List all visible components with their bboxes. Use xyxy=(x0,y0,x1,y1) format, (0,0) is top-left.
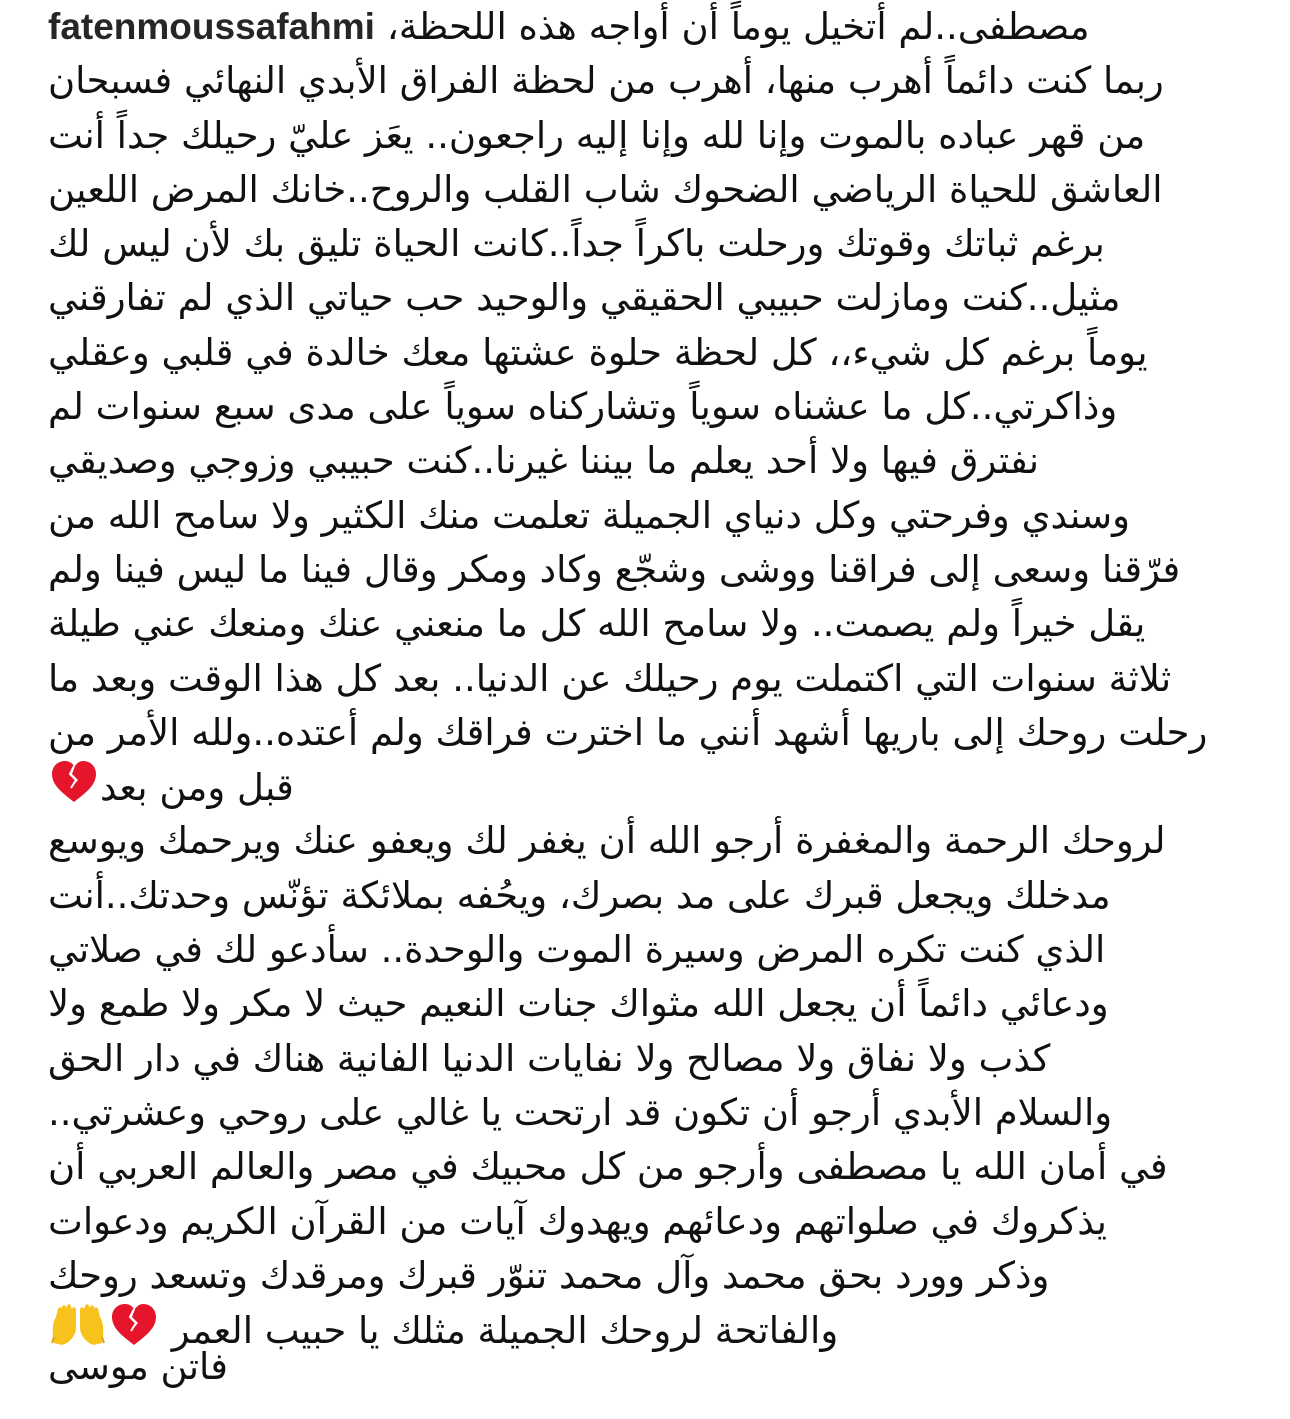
caption-line-22: في أمان الله يا مصطفى وأرجو من كل محبيك في مصر والعالم العربي أن xyxy=(48,1145,1168,1189)
caption-line-7: يوماً برغم كل شيء،، كل لحظة حلوة عشتها معك خالدة في قلبي وعقلي xyxy=(48,330,1148,374)
caption-line-9: نفترق فيها ولا أحد يعلم ما بيننا غيرنا..كنت حبيبي وزوجي وصديقي xyxy=(48,439,1040,483)
signature: فاتن موسى xyxy=(48,1345,228,1388)
caption-line-6: مثيل..كنت ومازلت حبيبي الحقيقي والوحيد حب حياتي الذي لم تفارقني xyxy=(48,276,1121,320)
caption-line-13: ثلاثة سنوات التي اكتملت يوم رحيلك عن الدنيا.. بعد كل هذا الوقت وبعد ما xyxy=(48,656,1172,700)
caption-line-15 xyxy=(48,760,1242,814)
caption-line-5: برغم ثباتك وقوتك ورحلت باكراً جداً..كانت الحياة تليق بك لأن ليس لك xyxy=(48,222,1105,266)
caption-line-16: لروحك الرحمة والمغفرة أرجو الله أن يغفر لك ويعفو عنك ويرحمك ويوسع xyxy=(48,819,1166,863)
caption-line-20: كذب ولا نفاق ولا مصالح ولا نفايات الدنيا الفانية هناك في دار الحق xyxy=(48,1036,1051,1080)
caption-line-4: العاشق للحياة الرياضي الضحوك شاب القلب والروح..خانك المرض اللعين xyxy=(48,167,1163,211)
caption-line-1 xyxy=(48,0,1242,54)
caption-line-23: يذكروك في صلواتهم ودعائهم ويهدوك آيات من القرآن الكريم ودعوات xyxy=(48,1199,1107,1243)
caption-line-17: مدخلك ويجعل قبرك على مد بصرك، ويحُفه بملائكة تؤنّس وحدتك..أنت xyxy=(48,873,1111,917)
caption-line-14: رحلت روحك إلى باريها أشهد أنني ما اخترت فراقك ولم أعتده..ولله الأمر من xyxy=(48,710,1208,754)
caption-line-19: ودعائي دائماً أن يجعل الله مثواك جنات النعيم حيث لا مكر ولا طمع ولا xyxy=(48,982,1109,1026)
caption-line-10: وسندي وفرحتي وكل دنياي الجميلة تعلمت منك الكثير ولا سامح الله من xyxy=(48,493,1130,537)
caption-text-1: مصطفى..لم أتخيل يوماً أن أواجه هذه اللحظة، xyxy=(386,5,1090,48)
username-link[interactable]: fatenmoussafahmi xyxy=(48,6,375,47)
caption-line-12: يقل خيراً ولم يصمت.. ولا سامح الله كل ما منعني عنك ومنعك عني طيلة xyxy=(48,602,1146,646)
post-caption xyxy=(48,0,1242,1357)
caption-line-24: وذكر وورد بحق محمد وآل محمد تنوّر قبرك ومرقدك وتسعد روحك xyxy=(48,1253,1050,1297)
caption-line-11: فرّقنا وسعى إلى فراقنا ووشى وشجّع وكاد ومكر وقال فينا ما ليس فينا ولم xyxy=(48,547,1181,591)
caption-text-25: والفاتحة لروحك الجميلة مثلك يا حبيب العمر xyxy=(171,1309,839,1353)
broken-heart-icon xyxy=(50,760,98,814)
caption-text-15: قبل ومن بعد xyxy=(100,766,294,810)
caption-line-18: الذي كنت تكره المرض وسيرة الموت والوحدة.. سأدعو لك في صلاتي xyxy=(48,928,1106,972)
caption-line-21: والسلام الأبدي أرجو أن تكون قد ارتحت يا غالي على روحي وعشرتي.. xyxy=(48,1090,1113,1134)
caption-line-8: وذاكرتي..كل ما عشناه سوياً وتشاركناه سوياً على مدى سبع سنوات لم xyxy=(48,385,1118,429)
caption-line-3: من قهر عباده بالموت وإنا لله وإنا إليه راجعون.. يعَز عليّ رحيلك جداً أنت xyxy=(48,113,1146,157)
caption-line-2: ربما كنت دائماً أهرب منها، أهرب من لحظة الفراق الأبدي النهائي فسبحان xyxy=(48,59,1164,103)
